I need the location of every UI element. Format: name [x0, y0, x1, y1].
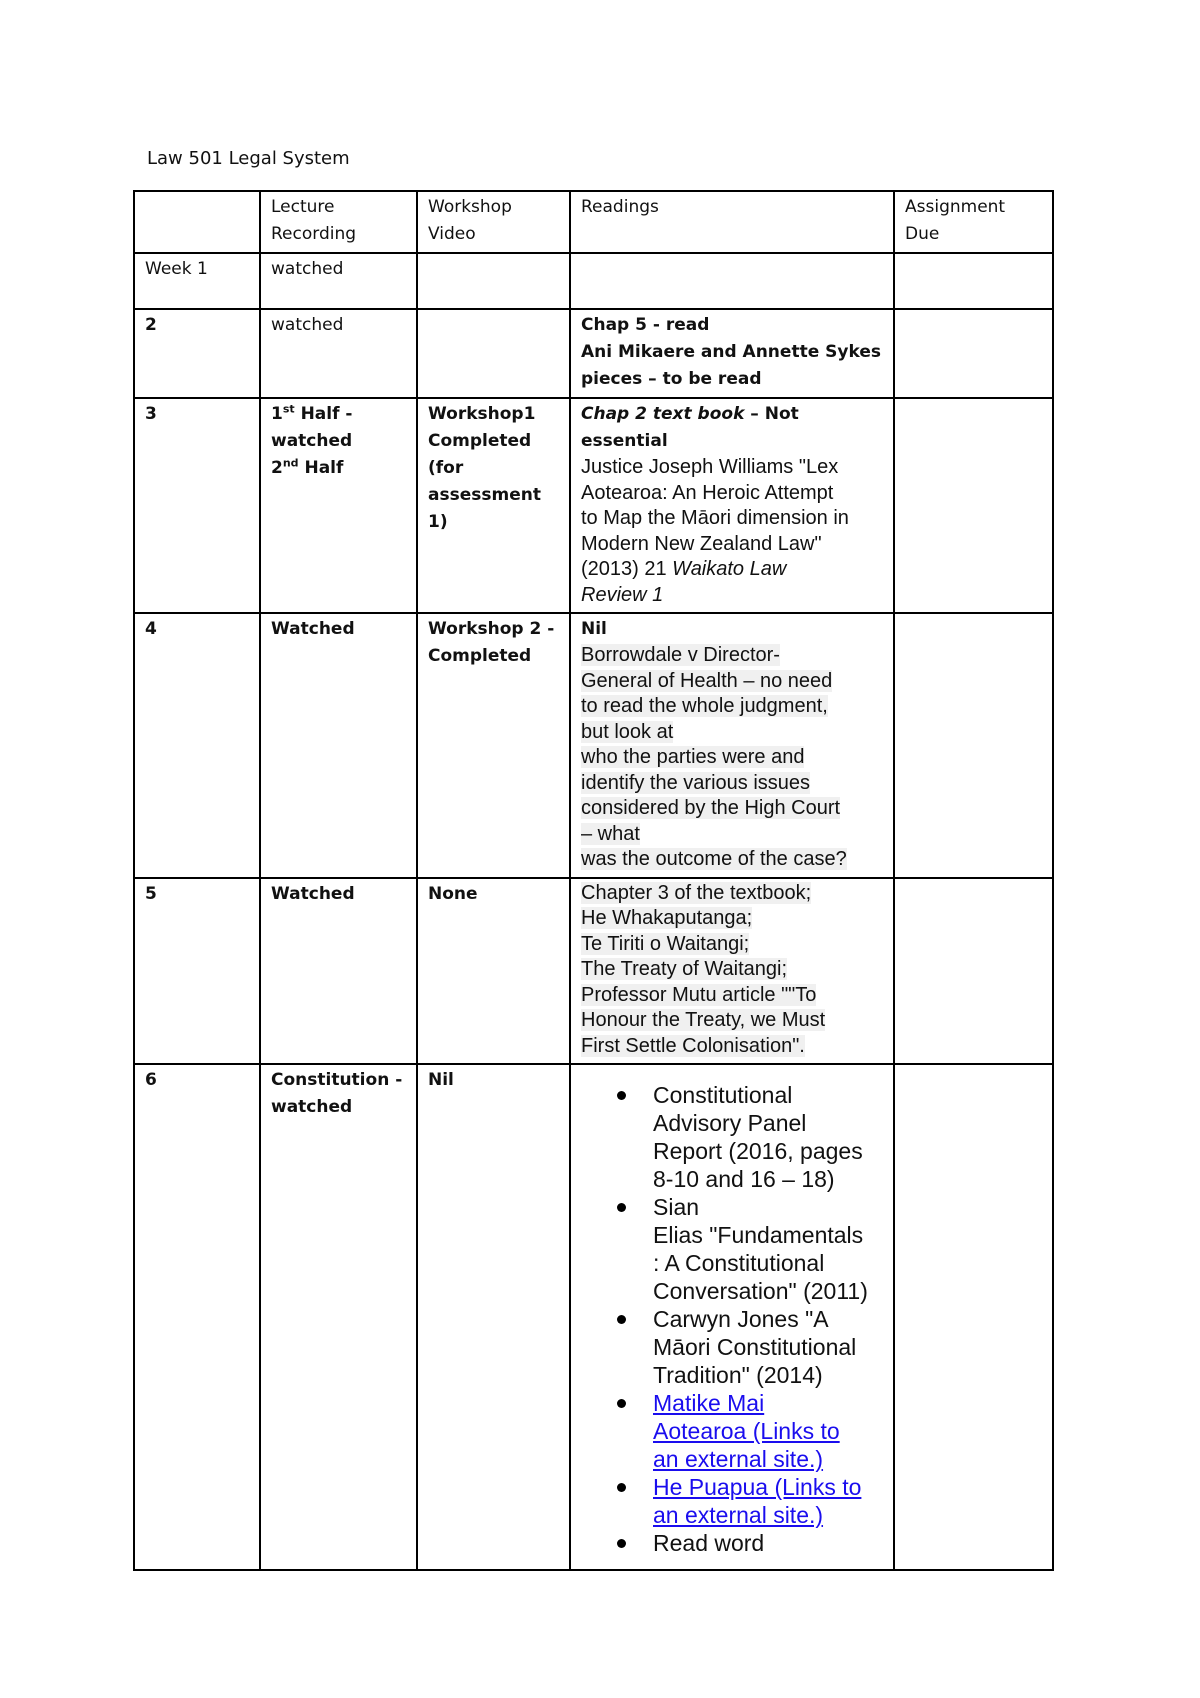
workshop-cell: [417, 253, 570, 309]
table-row-week-1: [134, 253, 1053, 309]
readings-cell: Chap 2 text book – Not essential Justice Joseph Williams "Lex Aotearoa: An Heroic Attempt to Map the Māori dimension in Modern New Zealand Law" (2013) 21 Waikato Law Review 1: [570, 398, 894, 613]
week-cell: 4: [134, 613, 260, 878]
week-cell: 3: [134, 398, 260, 613]
workshop-cell: Nil: [417, 1064, 570, 1570]
lecture-cell: watched: [260, 309, 417, 398]
assignment-cell: [894, 613, 1053, 878]
workshop-cell: None: [417, 878, 570, 1065]
he-puapua-link[interactable]: He Puapua (Links to an external site.): [653, 1474, 862, 1528]
assignment-cell: [894, 309, 1053, 398]
table-row-week-3: [134, 398, 1053, 613]
lecture-cell: watched: [260, 253, 417, 309]
list-item: Read word: [653, 1529, 883, 1557]
readings-cell: Chapter 3 of the textbook; He Whakaputanga; Te Tiriti o Waitangi; The Treaty of Waitangi; Professor Mutu article ""To Honour the Treaty, we Must First Settle Colonisation".: [570, 878, 894, 1065]
lecture-cell: Watched: [260, 878, 417, 1065]
week-cell: 2: [134, 309, 260, 398]
lecture-cell: Watched: [260, 613, 417, 878]
readings-bullet-list: [581, 1081, 883, 1557]
week-cell: 5: [134, 878, 260, 1065]
schedule-table: [133, 190, 1054, 1571]
workshop-cell: Workshop 2 - Completed: [417, 613, 570, 878]
matike-mai-link[interactable]: Matike Mai Aotearoa (Links to an external site.): [653, 1390, 840, 1472]
week-cell: 6: [134, 1064, 260, 1570]
bullet-icon: [617, 1315, 626, 1324]
week-cell: Week 1: [134, 253, 260, 309]
workshop-cell: Workshop1 Completed (for assessment 1): [417, 398, 570, 613]
list-item: [653, 1389, 883, 1473]
bullet-icon: [617, 1091, 626, 1100]
list-item: [653, 1473, 883, 1529]
lecture-cell: 1st Half - watched 2nd Half: [260, 398, 417, 613]
header-lecture: Lecture Recording: [260, 191, 417, 253]
assignment-cell: [894, 878, 1053, 1065]
list-item: Sian Elias "Fundamentals : A Constitutional Conversation" (2011): [653, 1193, 883, 1305]
header-workshop: Workshop Video: [417, 191, 570, 253]
readings-cell: [570, 1064, 894, 1570]
readings-cell: [570, 253, 894, 309]
header-row: [134, 191, 1053, 253]
readings-cell: Chap 5 - read Ani Mikaere and Annette Sykes pieces – to be read: [570, 309, 894, 398]
list-item: Carwyn Jones "A Māori Constitutional Tradition" (2014): [653, 1305, 883, 1389]
bullet-icon: [617, 1539, 626, 1548]
list-item: Constitutional Advisory Panel Report (2016, pages 8-10 and 16 – 18): [653, 1081, 883, 1193]
table-row-week-4: [134, 613, 1053, 878]
assignment-cell: [894, 1064, 1053, 1570]
table-row-week-5: [134, 878, 1053, 1065]
header-readings: Readings: [570, 191, 894, 253]
bullet-icon: [617, 1399, 626, 1408]
assignment-cell: [894, 398, 1053, 613]
bullet-icon: [617, 1203, 626, 1212]
table-row-week-2: [134, 309, 1053, 398]
table-row-week-6: [134, 1064, 1053, 1570]
document-title: Law 501 Legal System: [147, 148, 350, 169]
readings-cell: Nil Borrowdale v Director- General of Health – no need to read the whole judgment, but look at who the parties were and identify the various issues considered by the High Court – what was the outcome of the case?: [570, 613, 894, 878]
header-week: [134, 191, 260, 253]
header-assignment: Assignment Due: [894, 191, 1053, 253]
bullet-icon: [617, 1483, 626, 1492]
workshop-cell: [417, 309, 570, 398]
assignment-cell: [894, 253, 1053, 309]
lecture-cell: Constitution - watched: [260, 1064, 417, 1570]
